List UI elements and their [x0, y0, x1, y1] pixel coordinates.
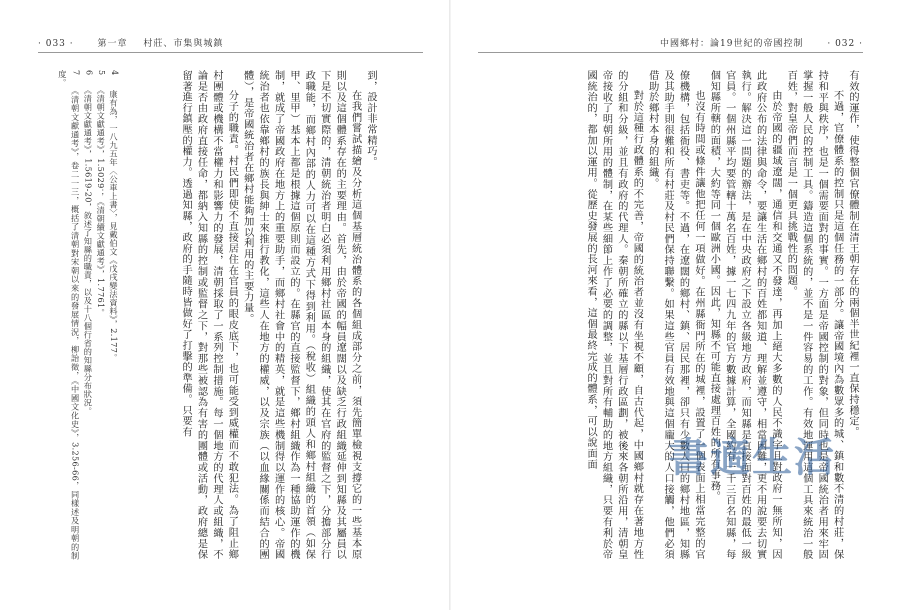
- watermark-logo: 書適生活: [668, 435, 836, 481]
- paragraph: 由於帝國的疆域遼闊，通信和交通又不發達，再加上絕大多數的人民不識字且對政府一無所知，因此政府公布的法律與命令，要讓生活在鄉村的百姓都知道、理解並遵守，相當困難，更不用說要去切實執行。解決這一問題的辦法，是在中央政府之下設立各級地方政府，而知縣是直接面對百姓的最低一級官員。一個州縣平均要管轄十萬名百姓，據一七四九年的官方數據計算，全國約有一千三百名知縣，每個知縣所轄的面積，大約等同一個歐洲小國。因此，知縣不可能直接處理百姓的所有事務。: [708, 70, 781, 560]
- book-gutter: [449, 0, 451, 610]
- right-page-header: [660, 36, 863, 49]
- footnote: 4 康有為，一八九五年〈公車上書〉，見戴伯文《戊戌變法資料》，2.177。: [109, 70, 119, 362]
- paragraph: 到，設計非常精巧。: [365, 70, 376, 168]
- chapter-title: 村莊、市集與城鎮: [143, 39, 224, 49]
- footnote: 5 《清朝文獻通考》，1.5029；《清朝續文獻通考》，1.7761。: [96, 70, 107, 317]
- book-title: 中國鄉村：論19世紀的帝國控制: [660, 39, 804, 49]
- left-page-header: [38, 36, 223, 49]
- paragraph: 在我們嘗試描繪及分析這個基層統治體系的各個組成部分之前，須先簡單檢視支撐它的一些基本原則以及這個體系存在的主要理由。首先，由於帝國的幅員遼闊以及缺乏行政組織延伸到知縣及其屬員以下是不切實際的，清朝統治者明白必須利用鄉村社區本身的組織，使其在官府的監督之下，分擔部分行政職能，而鄉村內部的人力可以在這種方式下得到利用。（稅收）組織的頭人和鄉村組織的首領（如保甲、里甲）基本上都是根據這個原則而設立的。在縣官的直接監督下，鄉村組織作為一種協助運作的機制，就成了帝國政府在地方上的重要助手，而鄉村社會中的精英，就是這些機制得以運作的核心。帝國統治者也依靠鄉村的族長與紳士來推行教化，這些人在地方的權威，以及宗族（以血緣關係而結合的團體），是帝國統治者在鄉村能夠加以利用的主要力量。: [241, 70, 361, 560]
- right-page-number: · 032 ·: [827, 39, 863, 49]
- footnotes: [38, 70, 120, 560]
- left-page-number: · 033 ·: [38, 39, 74, 49]
- footnote: 6 《清朝文獻通考》，1.5619-20，敘述了知縣的職責，以及十八個行省的知縣分布狀況。: [83, 70, 94, 416]
- footnote: 7 《清朝文獻通考》，卷二一三，概括了清朝對宋朝以來的發展情況，柳詒徵，《中國文化史》，3.256-66，同樣述及明朝的制度。: [57, 70, 81, 560]
- paragraph: 不過，官僚體系的控制只是這個任務的一部分。讓帝國境內為數眾多的城、鎮和數不清的村莊，保持和平與秩序，也是一個需要面對的事實。一方面是帝國控制的對象，但同時也是帝國統治者用來牢固掌握一般人民的控制工具。鑄造這個系統的，並不是一件容易的工作。有效地運用這個工具來統治一般百姓，對皇帝們而言是一個更具挑戰性的問題。: [785, 70, 843, 560]
- right-header-rule: [478, 52, 863, 53]
- right-page-body: [478, 70, 860, 560]
- paragraph: 對於這種行政體系的不完善，帝國的統治者並沒有坐視不顧，自古代起，中國鄉村就存在著地方性的分組和分級，並且有政府的代理人。秦朝所確立的縣以下基層行政區劃，被後來各朝所沿用，清朝皇帝接收了明朝所用的體制，在某些細節上作了必要的調整，並且對所有輔助的地方組織，只要有利於帝國統治的，都加以運用。從歷史發展的長河來看，這個最終完成的體系，可以說面面: [585, 70, 643, 560]
- left-header-rule: [38, 52, 423, 53]
- paragraph: 分子的職責。村民們即使不直接居住在官員的眼皮底下，也可能受到威權而不敢犯法。為了阻止鄉村團體或機構不當權力和影響力的發展，清朝採取了一系列控制措施。每一個地方的代理人或組織，不論是否由政府直接任命，都納入知縣的控制或監督之下，對那些被認為有害的團體或活動，政府總是保留著進行鎮壓的權力。透過知縣，政府的手隨時皆做好了打擊的準備。只要有: [180, 70, 238, 560]
- paragraph: 有效的運作，使得整個官僚體制在清王朝存在的兩個半世紀裡一直保持穩定。: [847, 70, 858, 438]
- paragraph: 也沒有時間或條件讓他把任何一項做好。在州縣衙門所在的城裡，設置了一個表面上相當完整的官僚機構，包括衙役、書吏等。不過，在遼闊的鄉村、鎮、居民那裡，卻只有少數人口的鄉村地區，知縣及其助手則很難和所有村莊及村民們保持聯繫。如果這些官員有效地與這個龐大的人口接觸，他們必須借助於鄉村本身的組織。: [646, 70, 704, 560]
- chapter-label: 第一章: [97, 39, 128, 49]
- left-page-body: [122, 70, 378, 560]
